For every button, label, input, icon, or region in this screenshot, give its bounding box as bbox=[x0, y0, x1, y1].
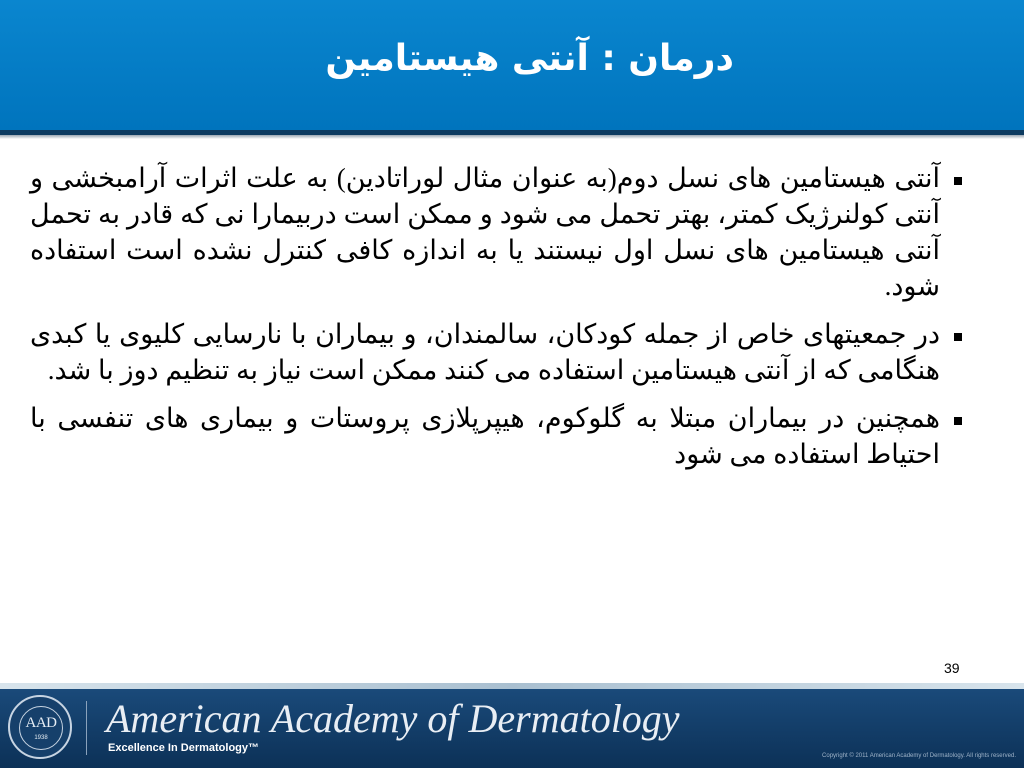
seal-inner-ring bbox=[19, 706, 63, 750]
slide-title: درمان : آنتی هیستامین bbox=[325, 38, 734, 79]
bullet-text: همچنین در بیماران مبتلا به گلوکوم، هیپرپلازی پروستات و بیماری های تنفسی با احتیاط استفاده می شود bbox=[30, 403, 940, 469]
seal-text: AAD bbox=[25, 715, 57, 731]
square-bullet-icon bbox=[954, 333, 962, 341]
bullet-text: آنتی هیستامین های نسل دوم(به عنوان مثال لوراتادین) به علت اثرات آرامبخشی و آنتی کولنرژیک کمتر، بهتر تحمل می شود و ممکن است دربیمارا نی که قادر به تحمل آنتی هیستامین های نسل اول نیستند یا به اندازه کافی کنترل نشده است استفاده شود. bbox=[30, 163, 940, 301]
bullet-text: در جمعیتهای خاص از جمله کودکان، سالمندان، و بیماران با نارسایی کلیوی یا کبدی هنگامی که از آنتی هیستامین استفاده می کنند ممکن است نیاز به تنظیم دوز با شد. bbox=[30, 319, 940, 385]
aad-seal-logo bbox=[8, 695, 72, 759]
square-bullet-icon bbox=[954, 177, 962, 185]
footer-divider bbox=[86, 701, 87, 755]
square-bullet-icon bbox=[954, 417, 962, 425]
title-bar-shadow bbox=[0, 135, 1024, 139]
seal-year: 1938 bbox=[34, 735, 48, 741]
title-bar bbox=[0, 0, 1024, 130]
bullet-list bbox=[30, 160, 990, 472]
organization-tagline: Excellence In Dermatology™ bbox=[108, 742, 259, 754]
bullet-item bbox=[30, 400, 990, 472]
organization-name: American Academy of Dermatology bbox=[106, 696, 680, 741]
slide-number: 39 bbox=[944, 660, 960, 676]
copyright-notice: Copyright © 2011 American Academy of Dermatology. All rights reserved. bbox=[822, 753, 1016, 759]
slide-content bbox=[30, 160, 990, 484]
bullet-item bbox=[30, 316, 990, 388]
bullet-item bbox=[30, 160, 990, 304]
footer-banner bbox=[0, 689, 1024, 768]
